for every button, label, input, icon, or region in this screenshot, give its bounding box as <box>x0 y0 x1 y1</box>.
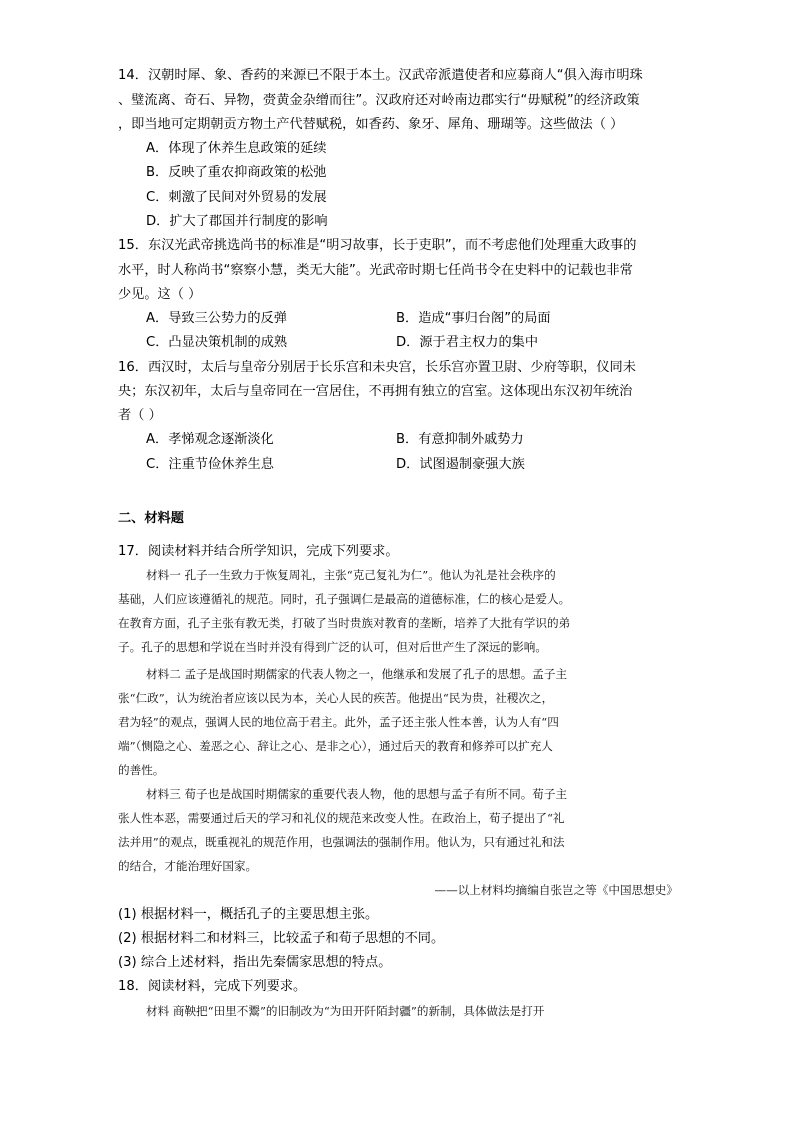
q17-material-line: 张人性本恶，需要通过后天的学习和礼仪的规范来改变人性。在政治上，荀子提出了“礼 <box>118 811 565 825</box>
q17-material-line: 基础，人们应该遵循礼的规范。同时，孔子强调仁是最高的道德标准，仁的核心是爱人。 <box>118 592 571 606</box>
q14-option-b: B．反映了重农抑商政策的松弛 <box>146 165 327 180</box>
q17-material-line: 子。孔子的思想和学说在当时并没有得到广泛的认可，但对后世产生了深远的影响。 <box>118 640 547 654</box>
q17-material-line: 张“仁政”，认为统治者应该以民为本，关心人民的疾苦。他提出“民为贵，社稷次之， <box>118 691 554 705</box>
q16-line-2: 央；东汉初年，太后与皇帝同在一宫居住，不再拥有独立的宫室。这体现出东汉初年统治 <box>118 384 633 399</box>
q17-material-line: 的善性。 <box>118 763 165 777</box>
q16-option-a: A．孝悌观念逐渐淡化 <box>146 432 274 447</box>
q15-option-b: B．造成“事归台阁”的局面 <box>396 311 551 326</box>
q14-line-1: 14．汉朝时犀、象、香药的来源已不限于本土。汉武帝派遣使者和应募商人“俱入海市明珠 <box>118 68 643 83</box>
q18-material-line: 材料 商鞅把“田里不鬻”的旧制改为“为田开阡陌封疆”的新制，具体做法是打开 <box>146 1004 545 1018</box>
q14-line-3: ，即当地可定期朝贡方物土产代替赋税，如香药、象牙、犀角、珊瑚等。这些做法（ ） <box>118 117 624 132</box>
q17-material-line: 君为轻”的观点，强调人民的地位高于君主。此外，孟子还主张人性本善，认为人有“四 <box>118 715 559 729</box>
q15-line-3: 少见。这（ ） <box>118 287 202 302</box>
q15-line-1: 15．东汉光武帝挑选尚书的标准是“明习故事，长于吏职”，而不考虑他们处理重大政事的 <box>118 238 637 253</box>
q14-option-c: C．刺激了民间对外贸易的发展 <box>146 190 327 205</box>
q15-option-a: A．导致三公势力的反弹 <box>146 311 287 326</box>
q17-question-1: (1) 根据材料一，概括孔子的主要思想主张。 <box>118 907 379 922</box>
q17-material-line: 在教育方面，孔子主张有教无类，打破了当时贵族对教育的垄断，培养了大批有学识的弟 <box>118 616 571 630</box>
q17-question-3: (3) 综合上述材料，指出先秦儒家思想的特点。 <box>118 955 392 970</box>
q18-intro: 18．阅读材料，完成下列要求。 <box>118 979 307 994</box>
q16-line-1: 16．西汉时，太后与皇帝分别居于长乐宫和未央宫，长乐宫亦置卫尉、少府等职，仪同未 <box>118 360 636 375</box>
q15-line-2: 水平，时人称尚书“察察小慧，类无大能”。光武帝时期七任尚书令在史料中的记载也非常 <box>118 263 633 278</box>
q16-line-3: 者（ ） <box>118 408 162 423</box>
q17-material-line: 端”（恻隐之心、羞恶之心、辞让之心、是非之心），通过后天的教育和修养可以扩充人 <box>118 739 553 753</box>
q16-option-d: D．试图遏制豪强大族 <box>396 457 525 472</box>
q14-option-a: A．体现了休养生息政策的延续 <box>146 141 327 156</box>
q17-material-line: 材料二 孟子是战国时期儒家的代表人物之一，他继承和发展了孔子的思想。孟子主 <box>146 667 568 681</box>
q16-option-b: B．有意抑制外戚势力 <box>396 432 524 447</box>
q17-material-line: 的结合，才能治理好国家。 <box>118 859 258 873</box>
q17-question-2: (2) 根据材料二和材料三，比较孟子和荀子思想的不同。 <box>118 931 445 946</box>
q14-line-2: 、璧流离、奇石、异物，赍黄金杂缯而往”。汉政府还对岭南边郡实行“毋赋税”的经济政策 <box>118 93 640 108</box>
q17-source: ——以上材料均摘编自张岂之等《中国思想史》 <box>434 883 678 897</box>
section-title: 二、材料题 <box>118 511 184 526</box>
q17-intro: 17．阅读材料并结合所学知识，完成下列要求。 <box>118 544 399 559</box>
q17-material-line: 法并用”的观点，既重视礼的规范作用，也强调法的强制作用。他认为，只有通过礼和法 <box>118 835 565 849</box>
q14-option-d: D．扩大了郡国并行制度的影响 <box>146 214 328 229</box>
q15-option-c: C．凸显决策机制的成熟 <box>146 335 288 350</box>
q15-option-d: D．源于君主权力的集中 <box>396 335 539 350</box>
q16-option-c: C．注重节俭休养生息 <box>146 457 274 472</box>
q17-material-line: 材料三 荀子也是战国时期儒家的重要代表人物，他的思想与孟子有所不同。荀子主 <box>146 787 568 801</box>
q17-material-line: 材料一 孔子一生致力于恢复周礼，主张“克己复礼为仁”。他认为礼是社会秩序的 <box>146 568 556 582</box>
